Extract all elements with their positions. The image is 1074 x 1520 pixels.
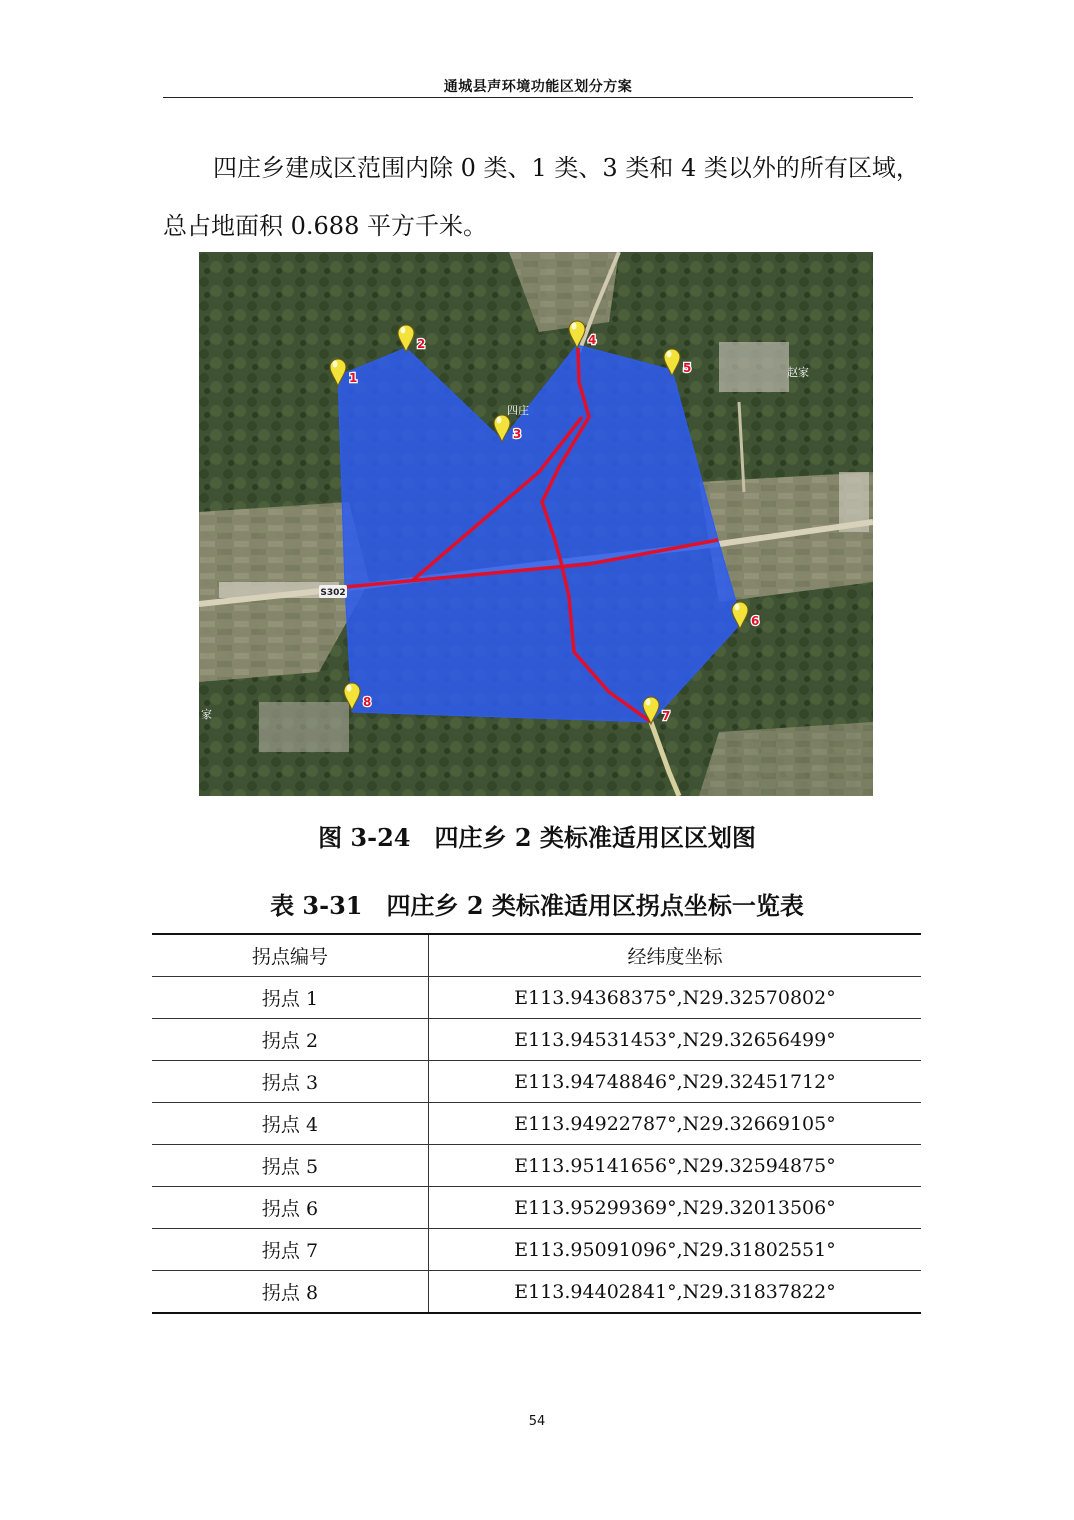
zoning-map: [199, 252, 873, 796]
coordinate-cell: E113.94922787°,N29.32669105°: [429, 1103, 922, 1145]
marker-highlight: [347, 685, 352, 692]
map-label-jia: 家: [201, 708, 212, 721]
marker-highlight: [333, 361, 338, 368]
settlement: [719, 342, 789, 392]
farmland-area: [699, 722, 873, 796]
table-row: [152, 977, 921, 1019]
marker-label: 6: [751, 614, 760, 628]
table-row: [152, 1271, 921, 1314]
header-point-id: 拐点编号: [152, 934, 429, 977]
table-header-row: [152, 934, 921, 977]
coordinate-cell: E113.94748846°,N29.32451712°: [429, 1061, 922, 1103]
marker-highlight: [497, 417, 502, 424]
point-id-cell: 拐点 7: [152, 1229, 429, 1271]
figure-caption: 图 3-24 四庄乡 2 类标准适用区区划图: [318, 823, 756, 852]
marker-label: 1: [349, 371, 358, 385]
coordinate-cell: E113.94368375°,N29.32570802°: [429, 977, 922, 1019]
marker-label: 5: [683, 361, 692, 375]
coordinate-cell: E113.94531453°,N29.32656499°: [429, 1019, 922, 1061]
table-row: [152, 1229, 921, 1271]
marker-highlight: [646, 699, 651, 706]
table-row: [152, 1061, 921, 1103]
marker-label: 3: [513, 427, 522, 441]
point-id-cell: 拐点 2: [152, 1019, 429, 1061]
coordinate-cell: E113.95091096°,N29.31802551°: [429, 1229, 922, 1271]
body-paragraph: [163, 139, 923, 255]
marker-highlight: [667, 351, 672, 358]
coordinate-cell: E113.95141656°,N29.32594875°: [429, 1145, 922, 1187]
marker-label: 2: [417, 337, 426, 351]
point-id-cell: 拐点 8: [152, 1271, 429, 1314]
point-id-cell: 拐点 5: [152, 1145, 429, 1187]
paragraph-line-1: 四庄乡建成区范围内除 0 类、1 类、3 类和 4 类以外的所有区域，: [213, 154, 920, 182]
marker-highlight: [572, 323, 577, 330]
coordinate-table: [152, 933, 921, 1314]
map-label-sizhuang: 四庄: [507, 404, 529, 417]
marker-label: 7: [662, 709, 671, 723]
coordinate-cell: E113.94402841°,N29.31837822°: [429, 1271, 922, 1314]
road-sign-label: S302: [320, 588, 346, 598]
table-row: [152, 1103, 921, 1145]
table-row: [152, 1187, 921, 1229]
table-row: [152, 1019, 921, 1061]
point-id-cell: 拐点 1: [152, 977, 429, 1019]
table-caption: 表 3-31 四庄乡 2 类标准适用区拐点坐标一览表: [270, 891, 804, 920]
header-rule: [163, 97, 913, 98]
settlement: [259, 702, 349, 752]
marker-label: 8: [363, 695, 372, 709]
marker-label: 4: [588, 333, 597, 347]
marker-highlight: [401, 327, 406, 334]
map-label-zhao: 赵家: [787, 366, 809, 379]
running-header: 通城县声环境功能区划分方案: [443, 79, 633, 95]
page-number: 54: [528, 1414, 546, 1429]
coordinate-cell: E113.95299369°,N29.32013506°: [429, 1187, 922, 1229]
point-id-cell: 拐点 3: [152, 1061, 429, 1103]
point-id-cell: 拐点 4: [152, 1103, 429, 1145]
header-coordinates: 经纬度坐标: [429, 934, 922, 977]
point-id-cell: 拐点 6: [152, 1187, 429, 1229]
table-row: [152, 1145, 921, 1187]
map-canvas: [199, 252, 873, 796]
paragraph-line-2: 总占地面积 0.688 平方千米。: [163, 212, 487, 240]
marker-highlight: [735, 604, 740, 611]
